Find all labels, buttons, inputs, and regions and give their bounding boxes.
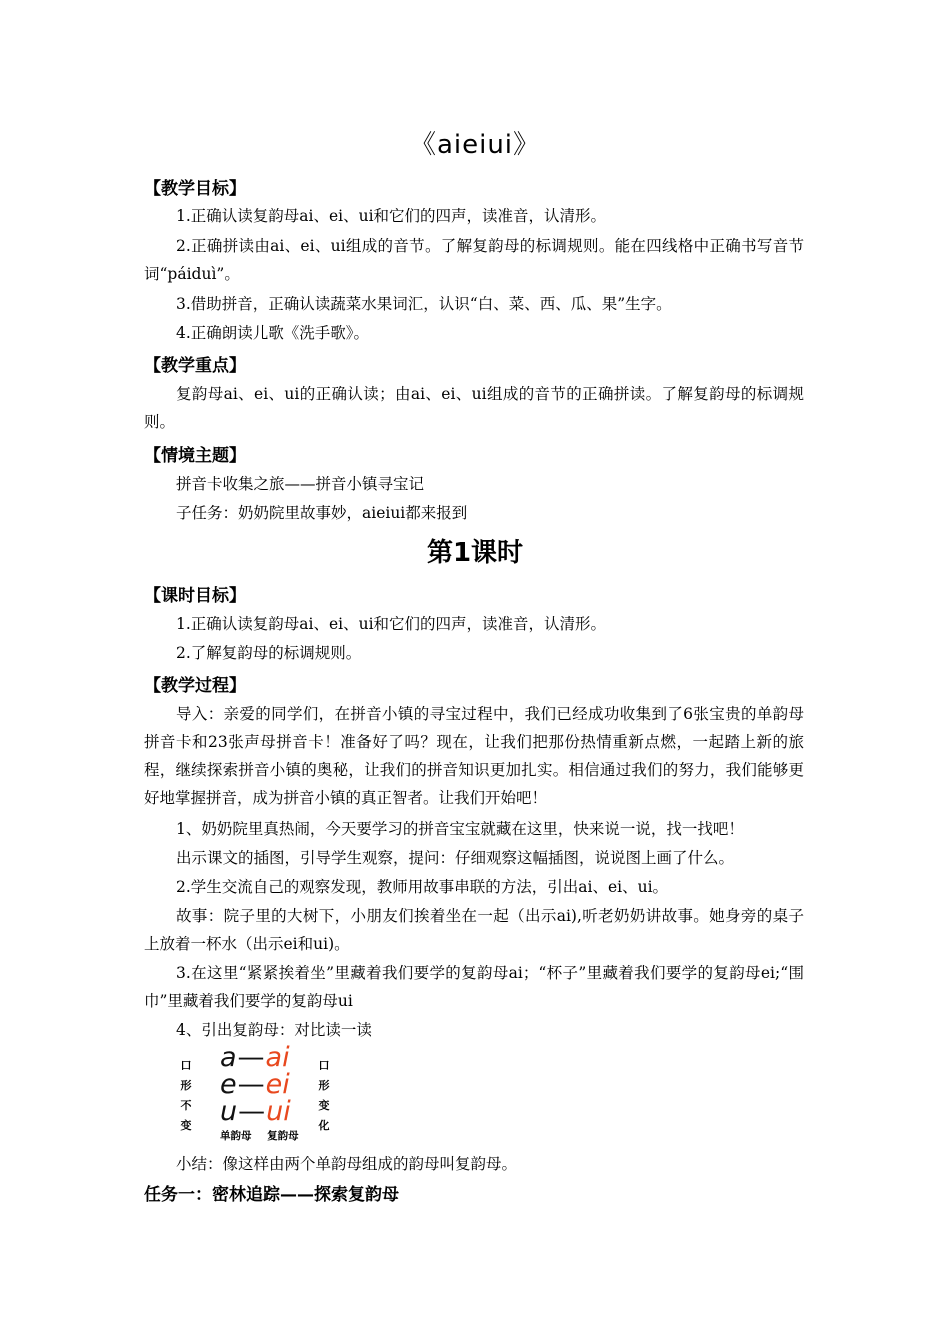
single-vowel-caption: 单韵母 — [220, 1130, 252, 1142]
goal-item: 2.正确拼读由ai、ei、ui组成的音节。了解复韵母的标调规则。能在四线格中正确书写音节词“páiduì”。 — [144, 237, 804, 283]
vowel-pair-row: u—ui — [220, 1096, 291, 1127]
page-title: 《aieiui》 — [409, 130, 541, 160]
goal-item: 1.正确认读复韵母ai、ei、ui和它们的四声，读准音，认清形。 — [176, 207, 607, 225]
summary-text: 小结：像这样由两个单韵母组成的韵母叫复韵母。 — [176, 1155, 518, 1173]
compound-vowel-caption: 复韵母 — [267, 1130, 299, 1142]
process-paragraph: 2.学生交流自己的观察发现，教师用故事串联的方法，引出ai、ei、ui。 — [176, 878, 669, 896]
lesson-goal-item: 1.正确认读复韵母ai、ei、ui和它们的四声，读准音，认清形。 — [176, 615, 607, 633]
process-paragraph: 4、引出复韵母：对比读一读 — [176, 1021, 372, 1039]
teaching-focus-text: 复韵母ai、ei、ui的正确认读；由ai、ei、ui组成的音节的正确拼读。了解复韵母的标调规则。 — [144, 385, 804, 431]
theme-heading: 【情境主题】 — [144, 446, 246, 466]
figure-captions — [220, 1128, 299, 1143]
teaching-focus-heading: 【教学重点】 — [144, 356, 246, 376]
process-paragraph: 故事：院子里的大树下，小朋友们挨着坐在一起（出示ai),听老奶奶讲故事。她身旁的桌子上放着一杯水（出示ei和ui)。 — [144, 907, 804, 953]
goal-item: 3.借助拼音，正确认读蔬菜水果词汇，认识“白、菜、西、瓜、果”生字。 — [176, 295, 672, 313]
theme-line: 拼音卡收集之旅——拼音小镇寻宝记 — [176, 475, 425, 493]
vowel-pair-row: e—ei — [220, 1069, 290, 1100]
mouth-shape-changed-label: 口 形 变 化 — [318, 1059, 330, 1132]
process-paragraph: 1、奶奶院里真热闹，今天要学习的拼音宝宝就藏在这里，快来说一说，找一找吧！ — [176, 820, 744, 838]
process-paragraph: 出示课文的插图，引导学生观察，提问：仔细观察这幅插图，说说图上画了什么。 — [176, 849, 735, 867]
process-heading: 【教学过程】 — [144, 676, 246, 696]
process-paragraph: 3.在这里“紧紧挨着坐”里藏着我们要学的复韵母ai；“杯子”里藏着我们要学的复韵母ei;“围巾”里藏着我们要学的复韵母ui — [144, 964, 804, 1010]
vowel-pairs — [220, 1044, 310, 1125]
teaching-goals-heading: 【教学目标】 — [144, 179, 246, 199]
task-one-heading: 任务一：密林追踪——探索复韵母 — [144, 1185, 399, 1205]
lesson-title: 第1课时 — [426, 538, 524, 568]
vowel-pair-row: a—ai — [220, 1042, 290, 1073]
goal-item: 4.正确朗读儿歌《洗手歌》。 — [176, 324, 370, 342]
lesson-goal-item: 2.了解复韵母的标调规则。 — [176, 644, 362, 662]
mouth-shape-unchanged-label: 口 形 不 变 — [180, 1059, 192, 1132]
lesson-goals-heading: 【课时目标】 — [144, 586, 246, 606]
theme-line: 子任务：奶奶院里故事妙，aieiui都来报到 — [176, 504, 468, 522]
process-paragraph: 导入：亲爱的同学们，在拼音小镇的寻宝过程中，我们已经成功收集到了6张宝贵的单韵母拼音卡和23张声母拼音卡！准备好了吗？现在，让我们把那份热情重新点燃，一起踏上新的旅程，继续探索拼音小镇的奥秘，让我们的拼音知识更加扎实。相信通过我们的努力，我们能够更好地掌握拼音，成为拼音小镇的真正智者。让我们开始吧！ — [144, 705, 804, 807]
compound-vowel-figure — [176, 1044, 346, 1144]
